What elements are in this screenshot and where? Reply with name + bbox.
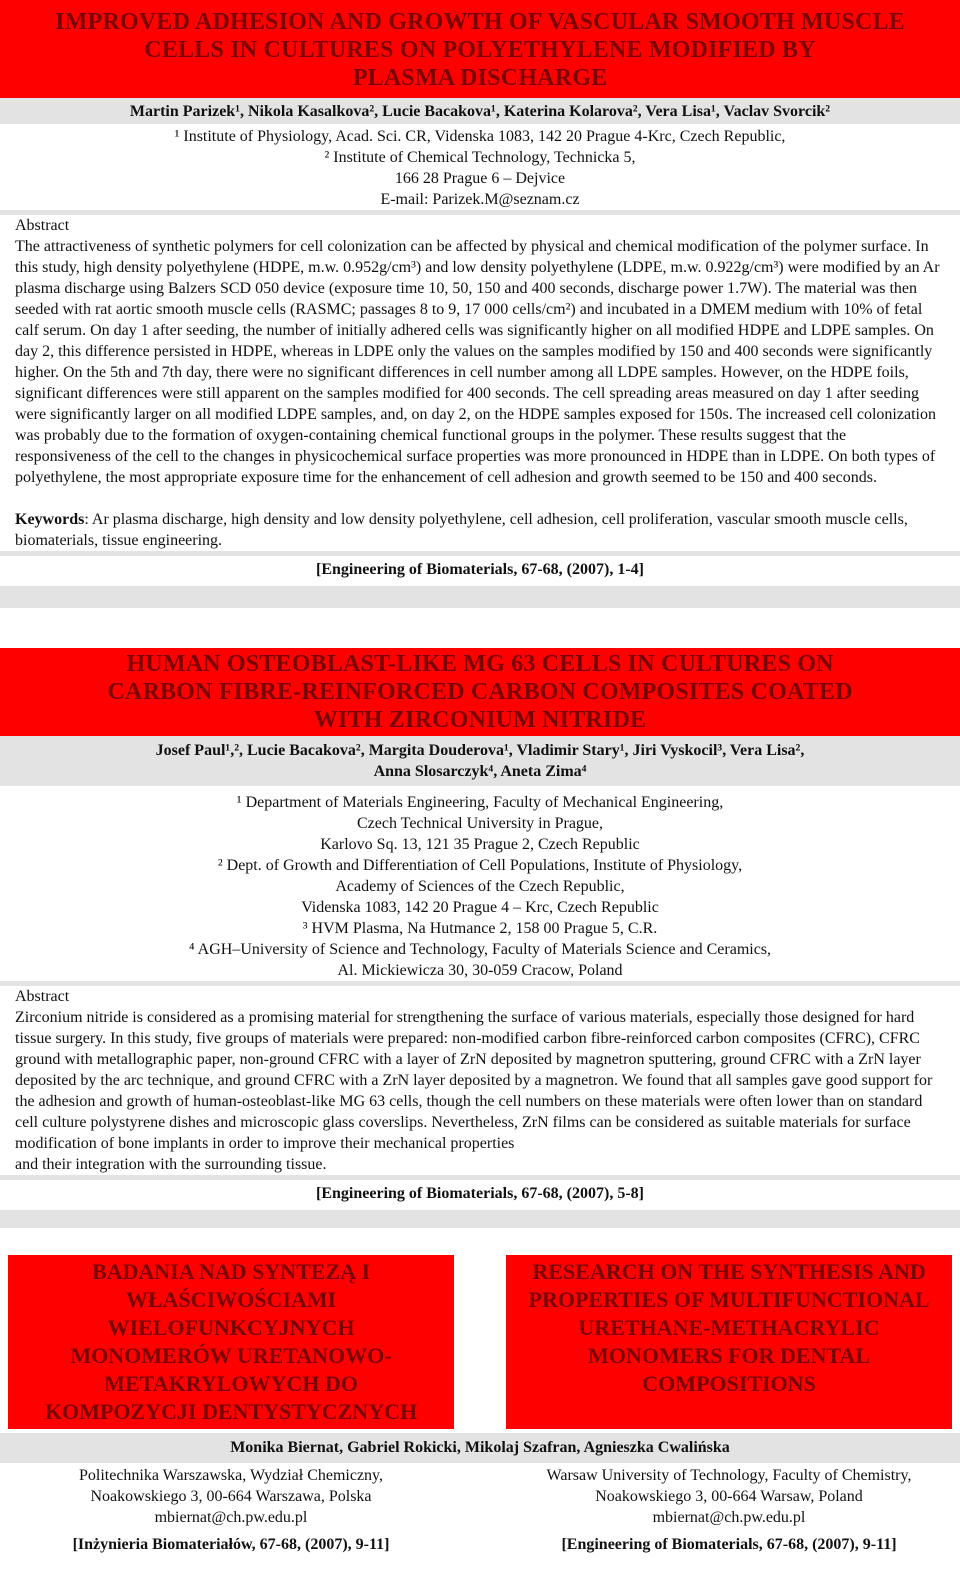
affiliation-line: 166 28 Prague 6 – Dejvice — [394, 170, 566, 187]
title-line: URETHANE-METHACRYLIC — [578, 1315, 880, 1340]
keywords-text: : Ar plasma discharge, high density and low density polyethylene, cell adhesion, cell proliferation, vascular smooth muscle cells, biomaterials, tissue engineering. — [15, 511, 908, 549]
affiliation-line: ¹ Department of Materials Engineering, Faculty of Mechanical Engineering, — [236, 794, 724, 811]
article-3-reference-en: [Engineering of Biomaterials, 67-68, (2007), 9-11] — [561, 1536, 897, 1553]
email-line: mbiernat@ch.pw.edu.pl — [154, 1509, 308, 1526]
article-2 — [0, 648, 960, 1228]
article-3-reference-pl: [Inżynieria Biomateriałów, 67-68, (2007), 9-11] — [72, 1536, 390, 1553]
title-line: IMPROVED ADHESION AND GROWTH OF VASCULAR SMOOTH MUSCLE — [55, 9, 905, 35]
title-line: WIELOFUNKCYJNYCH — [107, 1315, 355, 1340]
article-1-title — [0, 0, 960, 98]
affiliation-line: ¹ Institute of Physiology, Acad. Sci. CR, Videnska 1083, 142 20 Prague 4-Krc, Czech Republic, — [174, 128, 786, 145]
article-3-title-en — [506, 1255, 952, 1429]
article-1-affiliations — [0, 124, 960, 210]
title-line: METAKRYLOWYCH DO — [104, 1371, 358, 1396]
title-line: COMPOSITIONS — [642, 1371, 816, 1396]
abstract-text: The attractiveness of synthetic polymers for cell colonization can be affected by physical and chemical modification of the polymer surface. In this study, high density polyethylene (HDPE, m.w. 0.952g/cm³) and low density polyethylene (LDPE, m.w. 0.922g/cm³) were modified by an Ar plasma discharge using Balzers SCD 050 device (exposure time 10, 50, 150 and 400 seconds, discharge power 1.7W). The material was then seeded with rat aortic smooth muscle cells (RASMC; passages 8 to 9, 17 000 cells/cm²) and incubated in a DMEM medium with 10% of fetal calf serum. On day 1 after seeding, the number of initially adhered cells was significantly higher on all modified HDPE and LDPE samples. On day 2, this difference persisted in HDPE, whereas in LDPE only the values on the samples modified by 150 and 400 seconds were significantly higher. On the 5th and 7th day, there were no significant differences in cell number among all LDPE samples. However, on the HDPE foils, significant differences were still apparent on the samples modified for 400 seconds. The cell spreading areas measured on day 1 after seeding were significantly larger on all modified LDPE samples, and, on day 2, on the HDPE samples exposed for 150s. The increased cell colonization was probably due to the formation of oxygen-containing chemical functional groups in the polymer. These results suggest that the responsiveness of the cell to the changes in physicochemical surface properties was more pronounced in HDPE than in LDPE. On both types of polyethylene, the most appropriate exposure time for the enhancement of cell adhesion and growth seemed to be 150 and 400 seconds. — [15, 238, 940, 486]
affiliation-line: Politechnika Warszawska, Wydział Chemiczny, — [78, 1467, 384, 1484]
article-2-title — [0, 648, 960, 736]
article-3-authors: Monika Biernat, Gabriel Rokicki, Mikolaj Szafran, Agnieszka Cwalińska — [0, 1433, 960, 1463]
email-line: E-mail: Parizek.M@seznam.cz — [380, 191, 580, 208]
article-1-authors: Martin Parizek¹, Nikola Kasalkova², Lucie Bacakova¹, Katerina Kolarova², Vera Lisa¹, Vaclav Svorcik² — [0, 98, 960, 124]
title-line: MONOMERS FOR DENTAL — [588, 1343, 870, 1368]
affiliation-line: ⁴ AGH–University of Science and Technology, Faculty of Materials Science and Ceramics, — [188, 941, 772, 958]
keywords — [0, 509, 960, 551]
affiliation-line: Academy of Sciences of the Czech Republic, — [335, 878, 625, 895]
affiliation-line: Czech Technical University in Prague, — [356, 815, 604, 832]
abstract-label: Abstract — [15, 217, 70, 234]
affiliation-line: Warsaw University of Technology, Faculty of Chemistry, — [546, 1467, 912, 1484]
article-1-reference: [Engineering of Biomaterials, 67-68, (2007), 1-4] — [316, 561, 644, 578]
title-line: CELLS IN CULTURES ON POLYETHYLENE MODIFIED BY — [144, 37, 816, 63]
email-line: mbiernat@ch.pw.edu.pl — [652, 1509, 806, 1526]
title-line: CARBON FIBRE-REINFORCED CARBON COMPOSITES COATED — [107, 679, 853, 705]
article-2-affiliations — [0, 786, 960, 981]
abstract-tail: and their integration with the surrounding tissue. — [15, 1156, 327, 1173]
abstract-text: Zirconium nitride is considered as a promising material for strengthening the surface of various materials, especially those designed for hard tissue surgery. In this study, five groups of materials were prepared: non-modified carbon fibre-reinforced carbon composites (CFRC), CFRC ground with metallographic paper, non-ground CFRC with a layer of ZrN deposited by magnetron sputtering, ground CFRC with a ZrN layer deposited by the arc technique, and ground CFRC with a ZrN layer deposited by a magnetron. We found that all samples gave good support for the adhesion and growth of human-osteoblast-like MG 63 cells, though the cell numbers on these materials were often lower than on standard cell culture polystyrene dishes and microscopic glass coverslips. Nevertheless, ZrN films can be considered as suitable materials for surface modification of bone implants in order to improve their mechanical properties — [15, 1009, 933, 1152]
author-line: Josef Paul¹,², Lucie Bacakova², Margita Douderova¹, Vladimir Stary¹, Jiri Vyskocil³, Vera Lisa², — [155, 742, 805, 759]
affiliation-line: ² Dept. of Growth and Differentiation of Cell Populations, Institute of Physiology, — [217, 857, 743, 874]
affiliation-line: Al. Mickiewicza 30, 30-059 Cracow, Poland — [337, 962, 623, 979]
article-3-affiliation-en — [506, 1465, 952, 1528]
title-line: PROPERTIES OF MULTIFUNCTIONAL — [528, 1287, 930, 1312]
article-2-authors — [0, 736, 960, 786]
article-3-title-pl — [8, 1255, 454, 1429]
abstract-label: Abstract — [15, 988, 70, 1005]
title-line: MONOMERÓW URETANOWO- — [70, 1343, 392, 1368]
affiliation-line: ³ HVM Plasma, Na Hutmance 2, 158 00 Prague 5, C.R. — [302, 920, 658, 937]
affiliation-line: Videnska 1083, 142 20 Prague 4 – Krc, Czech Republic — [301, 899, 659, 916]
title-line: BADANIA NAD SYNTEZĄ I — [91, 1259, 371, 1284]
author-line: Anna Slosarczyk⁴, Aneta Zima⁴ — [373, 763, 587, 780]
title-line: WITH ZIRCONIUM NITRIDE — [313, 707, 647, 733]
article-3 — [0, 1255, 960, 1555]
article-1 — [0, 0, 960, 608]
title-line: RESEARCH ON THE SYNTHESIS AND — [532, 1259, 926, 1284]
title-line: KOMPOZYCJI DENTYSTYCZNYCH — [44, 1399, 418, 1424]
affiliation-line: ² Institute of Chemical Technology, Technicka 5, — [324, 149, 636, 166]
title-line: WŁAŚCIWOŚCIAMI — [125, 1287, 337, 1312]
affiliation-line: Noakowskiego 3, 00-664 Warszawa, Polska — [90, 1488, 372, 1505]
affiliation-line: Noakowskiego 3, 00-664 Warsaw, Poland — [595, 1488, 863, 1505]
affiliation-line: Karlovo Sq. 13, 121 35 Prague 2, Czech Republic — [320, 836, 640, 853]
article-3-affiliation-pl — [8, 1465, 454, 1528]
keywords-label: Keywords — [15, 511, 85, 528]
article-2-reference: [Engineering of Biomaterials, 67-68, (2007), 5-8] — [316, 1185, 644, 1202]
title-line: HUMAN OSTEOBLAST-LIKE MG 63 CELLS IN CULTURES ON — [126, 651, 834, 677]
title-line: PLASMA DISCHARGE — [352, 65, 608, 91]
